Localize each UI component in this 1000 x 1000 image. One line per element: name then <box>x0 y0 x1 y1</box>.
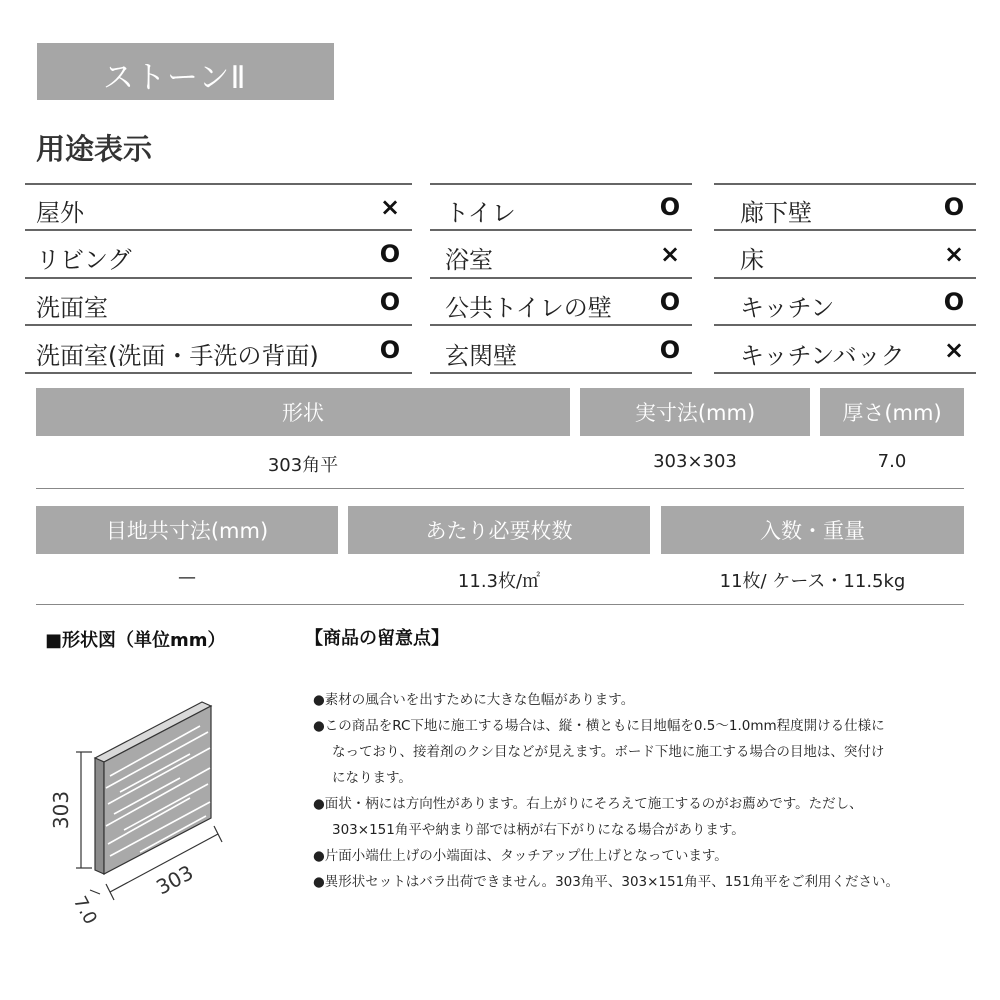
divider <box>714 277 976 279</box>
note-line: になります。 <box>332 770 412 786</box>
usage-mark: O <box>659 336 681 364</box>
notes-heading: 【商品の留意点】 <box>305 628 449 649</box>
spec-header-quantity-weight: 入数・重量 <box>661 506 964 554</box>
divider <box>430 183 692 185</box>
spec-value-actual-size: 303×303 <box>653 451 737 472</box>
spec-value-thickness: 7.0 <box>877 451 907 472</box>
spec-header-thickness: 厚さ(mm) <box>820 388 964 436</box>
divider <box>714 372 976 374</box>
usage-label: 公共トイレの壁 <box>445 294 612 322</box>
spec-header-shape: 形状 <box>36 388 570 436</box>
notes-list <box>313 687 993 895</box>
usage-label: トイレ <box>445 199 516 227</box>
spec-header-actual-size: 実寸法(mm) <box>580 388 810 436</box>
usage-mark: O <box>943 288 965 316</box>
usage-label: キッチンバック <box>740 342 905 370</box>
divider <box>25 229 412 231</box>
divider <box>714 229 976 231</box>
tile-side-edge <box>95 758 104 874</box>
usage-mark: O <box>379 336 401 364</box>
usage-heading: 用途表示 <box>36 132 153 166</box>
spec-value-quantity-weight: 11枚/ ケース・11.5kg <box>719 571 906 592</box>
usage-label: リビング <box>36 246 132 274</box>
usage-label: 洗面室 <box>36 294 108 322</box>
usage-label: 床 <box>740 246 764 274</box>
spec-value-pieces-required: 11.3枚/㎡ <box>457 571 541 592</box>
usage-mark: O <box>659 288 681 316</box>
tile-shape-diagram <box>40 680 300 930</box>
shape-diagram-heading: ■形状図（単位mm） <box>45 630 226 651</box>
note-line: ●片面小端仕上げの小端面は、タッチアップ仕上げとなっています。 <box>313 848 728 864</box>
divider <box>430 324 692 326</box>
usage-label: キッチン <box>740 294 835 322</box>
spec-header-joint-size: 目地共寸法(mm) <box>36 506 338 554</box>
usage-mark: O <box>943 193 965 221</box>
width-dimension-label: 303 <box>152 860 198 900</box>
divider <box>25 372 412 374</box>
divider <box>430 372 692 374</box>
note-line: 303×151角平や納まり部では柄が右下がりになる場合があります。 <box>332 822 745 838</box>
spec-value-joint-size: — <box>178 567 196 588</box>
product-title: ストーンⅡ <box>103 60 247 96</box>
usage-mark: O <box>379 288 401 316</box>
usage-label: 洗面室(洗面・手洗の背面) <box>36 342 319 370</box>
note-line: ●異形状セットはバラ出荷できません。303角平、303×151角平、151角平をご利用ください。 <box>313 874 899 890</box>
divider <box>25 183 412 185</box>
usage-mark: × <box>379 193 401 221</box>
divider <box>25 277 412 279</box>
usage-label: 屋外 <box>36 199 84 227</box>
divider <box>430 277 692 279</box>
usage-label: 廊下壁 <box>740 199 812 227</box>
divider <box>714 183 976 185</box>
usage-mark: O <box>379 240 401 268</box>
spec-value-shape: 303角平 <box>267 455 339 476</box>
note-line: ●面状・柄には方向性があります。右上がりにそろえて施工するのがお薦めです。ただし、 <box>313 796 863 812</box>
thickness-dimension-label: 7.0 <box>68 892 101 928</box>
divider <box>36 488 964 489</box>
usage-mark: × <box>659 240 681 268</box>
usage-mark: O <box>659 193 681 221</box>
note-line: ●素材の風合いを出すために大きな色幅があります。 <box>313 692 635 708</box>
divider <box>714 324 976 326</box>
divider <box>430 229 692 231</box>
divider <box>25 324 412 326</box>
spec-header-pieces-required: あたり必要枚数 <box>348 506 650 554</box>
usage-label: 玄関壁 <box>445 342 517 370</box>
note-line: ●この商品をRC下地に施工する場合は、縦・横ともに目地幅を0.5～1.0mm程度開ける仕様に <box>313 718 885 734</box>
divider <box>36 604 964 605</box>
height-dimension-label: 303 <box>49 790 73 830</box>
usage-label: 浴室 <box>445 246 493 274</box>
usage-mark: × <box>943 240 965 268</box>
note-line: なっており、接着剤のクシ目などが見えます。ボード下地に施工する場合の目地は、突付け <box>332 744 885 760</box>
thickness-dimension-line <box>90 890 100 894</box>
usage-mark: × <box>943 336 965 364</box>
